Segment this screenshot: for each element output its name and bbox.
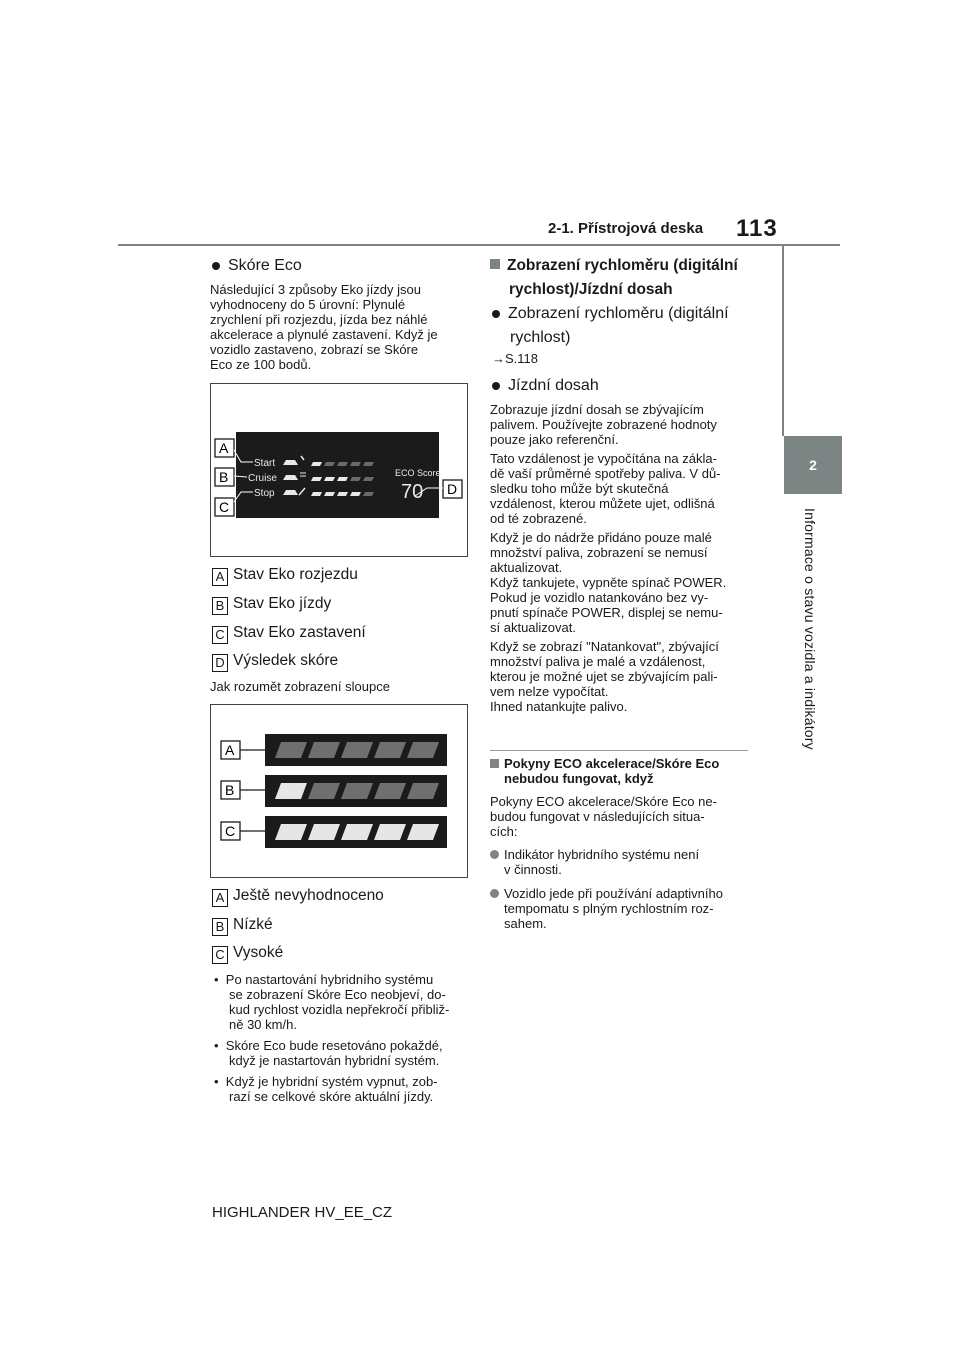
text-line: dě vaší průměrné spotřeby paliva. V dů- [490, 466, 721, 481]
text-line: Vozidlo jede při používání adaptivního [504, 886, 723, 901]
text-line: kud rychlost vozidla nepřekročí přibliž- [229, 1002, 450, 1017]
eco-score-text [210, 282, 468, 372]
bullet-icon [212, 262, 220, 270]
legend-letter: A [212, 568, 228, 586]
condition-item [490, 886, 748, 931]
eco-score-heading [212, 254, 302, 278]
text-line: vyhodnoceny do 5 úrovní: Plynulé [210, 297, 406, 312]
paragraph [490, 530, 748, 635]
bullet-icon [492, 382, 500, 390]
note-item [214, 972, 481, 1032]
heading-line: rychlost) [510, 329, 571, 346]
text-line: Následující 3 způsoby Eko jízdy jsou [210, 282, 421, 297]
text-line: vozidlo zastaveno, zobrazí se Skóre [210, 342, 419, 357]
text-line: pouze jako referenční. [490, 432, 619, 447]
text-line: Eco ze 100 bodů. [210, 357, 312, 372]
text-line: ně 30 km/h. [229, 1017, 297, 1032]
heading-line: nebudou fungovat, když [504, 771, 654, 786]
callout-b: B [219, 469, 229, 485]
text-line: vzdálenost, kterou můžete ujet, odlišná [490, 496, 715, 511]
legend-letter: A [212, 889, 228, 907]
text-line: palivem. Používejte zobrazené hodnoty [490, 417, 717, 432]
speed-heading [492, 302, 754, 350]
text-line: Zobrazuje jízdní dosah se zbývajícím [490, 402, 704, 417]
legend-text: Stav Eko jízdy [233, 595, 332, 612]
text-line: Tato vzdálenost je vypočítána na zákla- [490, 451, 717, 466]
text-line: zrychlení při rozjezdu, jízda bez náhlé [210, 312, 428, 327]
eco-score-display-svg [211, 384, 467, 556]
text-line: sledku toho může být skutečná [490, 481, 669, 496]
heading-line: Pokyny ECO akcelerace/Skóre Eco [504, 756, 720, 771]
bar-rows [265, 734, 447, 848]
legend1-c [212, 623, 366, 644]
eco-score-title: Skóre Eco [228, 257, 302, 274]
text-line: množství paliva, zobrazení se nemusí [490, 545, 708, 560]
bars-figure-svg [211, 705, 467, 877]
callout-b: B [225, 782, 235, 798]
text-line: pnutí spínače POWER, displej se nemu- [490, 605, 723, 620]
text-line: Indikátor hybridního systému není [504, 847, 700, 862]
legend-text: Stav Eko zastavení [233, 624, 366, 641]
footer-model: HIGHLANDER HV_EE_CZ [212, 1204, 393, 1221]
legend2-b [212, 915, 273, 936]
legend2-a [212, 886, 384, 907]
text-line: kterou je možné ujet se zbývajícím pali- [490, 669, 718, 684]
text-line: od té zobrazené. [490, 511, 587, 526]
sub-heading [490, 756, 752, 786]
chapter-title: Informace o stavu vozidla a indikátory [802, 508, 818, 750]
text-line: Když se zobrazí "Natankovat", zbývající [490, 639, 719, 654]
score-value: 70 [401, 481, 424, 503]
bars-caption: Jak rozumět zobrazení sloupce [210, 679, 390, 694]
text-line: sí aktualizovat. [490, 620, 576, 635]
callout-a: A [219, 440, 229, 456]
text-line: v činnosti. [504, 862, 562, 877]
text-line: akcelerace a plynulé zastavení. Když je [210, 327, 438, 342]
paragraph [490, 639, 748, 714]
heading-line: Zobrazení rychloměru (digitální [508, 305, 729, 322]
legend1-d [212, 651, 338, 672]
text-line: se zobrazení Skóre Eco neobjeví, do- [229, 987, 446, 1002]
legend-letter: B [212, 918, 228, 936]
legend-text: Výsledek skóre [233, 652, 339, 669]
speed-page-ref[interactable]: →S.118 [492, 351, 539, 366]
legend-letter: C [212, 626, 228, 644]
text-line: cích: [490, 824, 518, 839]
legend1-b [212, 594, 331, 615]
bars-figure [210, 704, 468, 878]
note-bullet: • [214, 1038, 219, 1053]
page-number: 113 [736, 215, 778, 242]
heading-line: rychlost)/Jízdní dosah [509, 281, 673, 298]
section-heading [490, 254, 755, 302]
text-line: budou fungovat v následujících situa- [490, 809, 705, 824]
text-line: razí se celkové skóre aktuální jízdy. [229, 1089, 434, 1104]
range-heading [492, 374, 599, 398]
text-line: Když je do nádrže přidáno pouze malé [490, 530, 712, 545]
legend1-a [212, 565, 358, 586]
legend-text: Nízké [233, 916, 273, 933]
score-label: ECO Score [395, 468, 441, 478]
callout-c: C [219, 499, 230, 515]
text-line: množství paliva je malé a vzdálenost, [490, 654, 706, 669]
legend-text: Ještě nevyhodnoceno [233, 887, 384, 904]
note-item [214, 1074, 481, 1104]
section-title: 2-1. Přístrojová deska [548, 220, 704, 237]
paragraph [490, 402, 748, 447]
text-line: Pokyny ECO akcelerace/Skóre Eco ne- [490, 794, 717, 809]
bullet-icon [490, 889, 499, 898]
callout-d: D [447, 481, 458, 497]
note-bullet: • [214, 972, 219, 987]
callout-c: C [225, 823, 236, 839]
note-bullet: • [214, 1074, 219, 1089]
notes-list [214, 972, 481, 1104]
condition-item [490, 847, 748, 877]
legend2-c [212, 943, 283, 964]
sub-text [490, 794, 748, 839]
header-rule [118, 244, 840, 246]
text-line: sahem. [504, 916, 547, 931]
bullet-icon [492, 310, 500, 318]
legend-text: Stav Eko rozjezdu [233, 566, 358, 583]
row-label-stop: Stop [254, 488, 275, 499]
text-line: Když tankujete, vypněte spínač POWER. [490, 575, 727, 590]
paragraph [490, 451, 748, 526]
range-title: Jízdní dosah [508, 377, 599, 394]
text-line: Ihned natankujte palivo. [490, 699, 628, 714]
eco-score-figure [210, 383, 468, 557]
text-line: Po nastartování hybridního systému [225, 972, 434, 987]
text-line: Pokud je vozidlo natankováno bez vy- [490, 590, 709, 605]
legend-letter: D [212, 654, 228, 672]
text-line: vem nelze vypočítat. [490, 684, 609, 699]
square-bullet-icon [490, 259, 500, 269]
legend-letter: B [212, 597, 228, 615]
legend-letter: C [212, 946, 228, 964]
text-line: když je nastartován hybridní systém. [229, 1053, 440, 1068]
text-line: aktualizovat. [490, 560, 563, 575]
row-label-start: Start [254, 458, 276, 469]
square-bullet-icon [490, 759, 499, 768]
legend-text: Vysoké [233, 944, 284, 961]
bullet-icon [490, 850, 499, 859]
note-item [214, 1038, 481, 1068]
chapter-tab: 2 [784, 436, 842, 494]
heading-line: Zobrazení rychloměru (digitální [507, 257, 738, 274]
range-text [490, 402, 748, 718]
text-line: Když je hybridní systém vypnut, zob- [225, 1074, 438, 1089]
divider [490, 750, 748, 751]
side-tab-line [782, 246, 784, 436]
text-line: Skóre Eco bude resetováno pokaždé, [225, 1038, 443, 1053]
row-label-cruise: Cruise [248, 473, 277, 484]
text-line: tempomatu s plným rychlostním roz- [504, 901, 714, 916]
callout-a: A [225, 742, 235, 758]
